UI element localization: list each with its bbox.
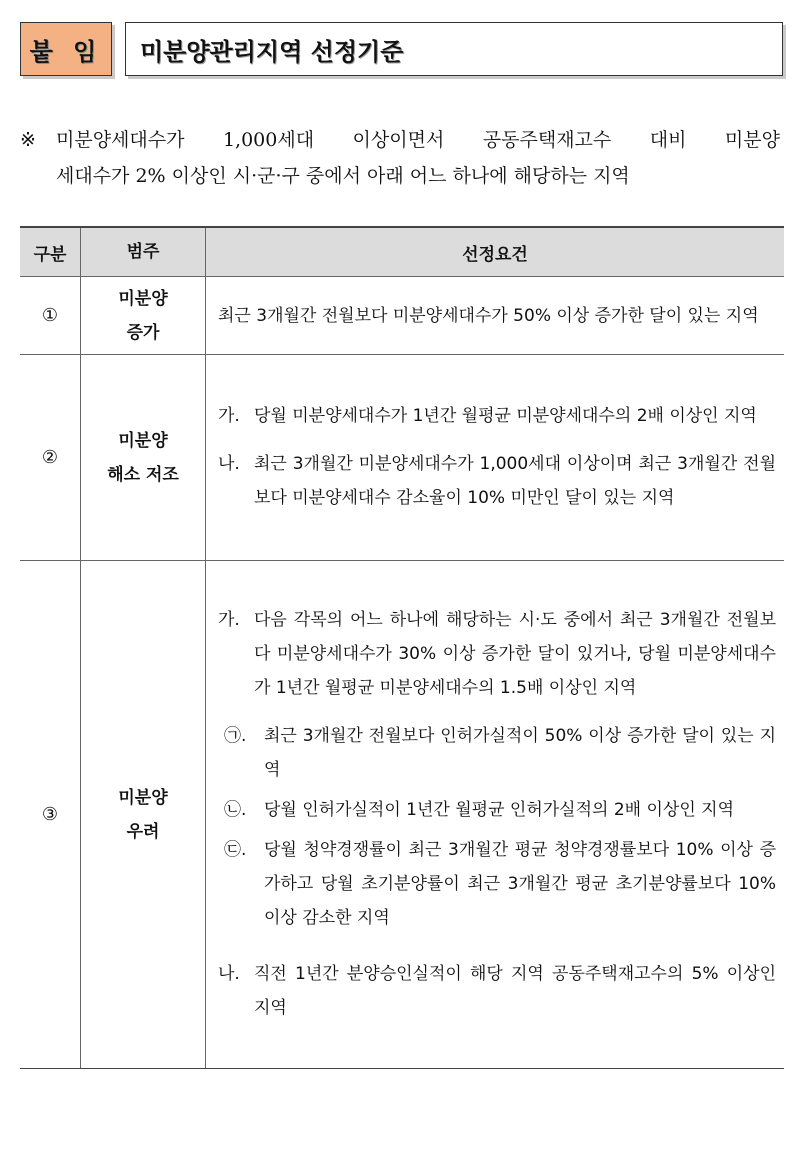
criteria-table (20, 226, 784, 1069)
row-requirement: 최근 3개월간 전월보다 미분양세대수가 50% 이상 증가한 달이 있는 지역 (206, 277, 785, 355)
requirement-item (218, 957, 776, 1025)
item-text: 다음 각목의 어느 하나에 해당하는 시·도 중에서 최근 3개월간 전월보다 미분양세대수가 30% 이상 증가한 달이 있거나, 당월 미분양세대수가 1년간 월평균 미분양세대수의 1.5배 이상인 지역 (254, 609, 776, 698)
item-text: 당월 미분양세대수가 1년간 월평균 미분양세대수의 2배 이상인 지역 (254, 405, 757, 426)
row-category (81, 277, 206, 355)
document-title: 미분양관리지역 선정기준 (125, 22, 783, 76)
requirement-subitem (224, 719, 776, 787)
requirement-subitem (224, 833, 776, 935)
subitem-text: 당월 청약경쟁률이 최근 3개월간 평균 청약경쟁률보다 10% 이상 증가하고 당월 초기분양률이 최근 3개월간 평균 초기분양률보다 10% 이상 감소한 지역 (264, 839, 776, 928)
row-requirement (206, 561, 785, 1069)
item-marker: 가. (218, 609, 240, 630)
requirement-item (218, 447, 776, 515)
category-line: 우려 (126, 821, 160, 842)
category-line: 해소 저조 (107, 464, 179, 485)
header-requirement: 선정요건 (206, 227, 785, 277)
requirement-subitem (224, 793, 776, 827)
category-line: 증가 (126, 322, 160, 343)
header-category: 범주 (81, 227, 206, 277)
subitem-text: 최근 3개월간 전월보다 인허가실적이 50% 이상 증가한 달이 있는 지역 (264, 725, 776, 780)
row-number: ② (20, 355, 81, 561)
item-text: 직전 1년간 분양승인실적이 해당 지역 공동주택재고수의 5% 이상인 지역 (254, 963, 776, 1018)
row-category (81, 561, 206, 1069)
reference-mark: ※ (20, 129, 36, 151)
requirement-item (218, 603, 776, 705)
requirement-item (218, 399, 776, 433)
category-line: 미분양 (118, 787, 168, 808)
category-line: 미분양 (118, 288, 168, 309)
subitem-marker: ㉡. (224, 799, 247, 820)
table-row (20, 561, 784, 1069)
row-number: ③ (20, 561, 81, 1069)
subitem-marker: ㉢. (224, 839, 247, 860)
item-marker: 나. (218, 453, 240, 474)
item-marker: 가. (218, 405, 240, 426)
row-number: ① (20, 277, 81, 355)
table-row (20, 355, 784, 561)
subitem-text: 당월 인허가실적이 1년간 월평균 인허가실적의 2배 이상인 지역 (264, 799, 735, 820)
table-header-row (20, 227, 784, 277)
row-requirement (206, 355, 785, 561)
category-line: 미분양 (118, 430, 168, 451)
row-category (81, 355, 206, 561)
attachment-badge: 붙 임 (20, 22, 112, 76)
table-row (20, 277, 784, 355)
note-line-1: 미분양세대수가 1,000세대 이상이면서 공동주택재고수 대비 미분양 (56, 129, 780, 151)
item-text: 최근 3개월간 미분양세대수가 1,000세대 이상이며 최근 3개월간 전월보다 미분양세대수 감소율이 10% 미만인 달이 있는 지역 (254, 453, 776, 508)
item-marker: 나. (218, 963, 240, 984)
note-line-2: 세대수가 2% 이상인 시·군·구 중에서 아래 어느 하나에 해당하는 지역 (56, 165, 630, 187)
header-no: 구분 (20, 227, 81, 277)
subitem-marker: ㉠. (224, 725, 247, 746)
